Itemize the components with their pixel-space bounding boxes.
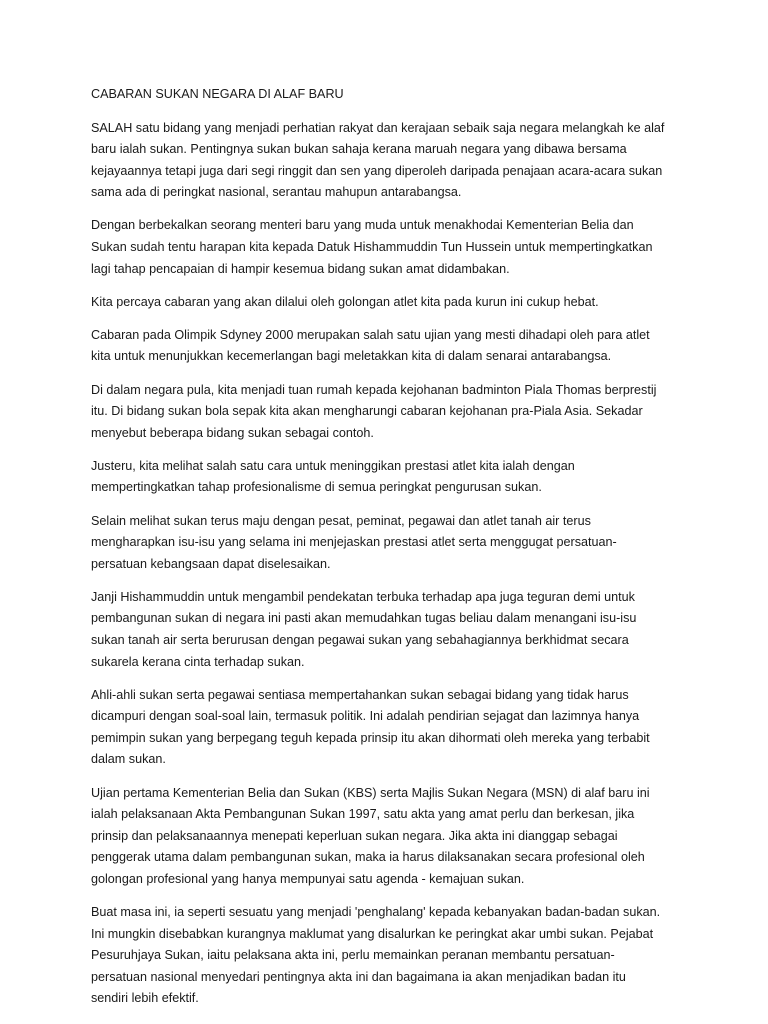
text-line: sukarela kerana cinta terhadap sukan. xyxy=(91,654,305,669)
text-line: lagi tahap pencapaian di hampir kesemua bidang sukan amat didambakan. xyxy=(91,261,510,276)
text-line: sendiri lebih efektif. xyxy=(91,991,199,1006)
text-line: Buat masa ini, ia seperti sesuatu yang menjadi 'penghalang' kepada kebanyakan badan-badan sukan. xyxy=(91,905,661,919)
text-line: ialah pelaksanaan Akta Pembangunan Sukan 1997, satu akta yang amat perlu dan berkesan, jika xyxy=(91,807,635,822)
text-line: Ahli-ahli sukan serta pegawai sentiasa mempertahankan sukan sebagai bidang yang tidak harus xyxy=(91,687,629,702)
text-line: mempertingkatkan tahap profesionalisme di semua peringkat pengurusan sukan. xyxy=(91,480,542,495)
paragraph-5 xyxy=(91,380,691,445)
text-line: Ujian pertama Kementerian Belia dan Sukan (KBS) serta Majlis Sukan Negara (MSN) di alaf baru ini xyxy=(91,785,650,800)
text-line: kejayaannya tetapi juga dari segi ringgit dan sen yang diperoleh daripada penajaan acara-acara sukan xyxy=(91,163,663,178)
paragraph-6 xyxy=(91,456,691,499)
paragraph-2 xyxy=(91,215,691,280)
text-line: golongan profesional yang hanya mempunyai satu agenda - kemajuan sukan. xyxy=(91,871,525,886)
text-line: Kita percaya cabaran yang akan dilalui oleh golongan atlet kita pada kurun ini cukup hebat. xyxy=(91,294,599,309)
paragraph-3 xyxy=(91,292,691,314)
text-line: pembangunan sukan di negara ini pasti akan memudahkan tugas beliau dalam menangani isu-isu xyxy=(91,611,637,626)
text-line: menyebut beberapa bidang sukan sebagai contoh. xyxy=(91,425,374,440)
paragraph-7 xyxy=(91,511,691,576)
text-line: dalam sukan. xyxy=(91,752,166,767)
text-line: penggerak utama dalam pembangunan sukan, maka ia harus dilaksanakan secara profesional oleh xyxy=(91,850,645,865)
paragraph-10 xyxy=(91,783,691,891)
text-line: baru ialah sukan. Pentingnya sukan bukan sahaja kerana maruah negara yang dibawa bersama xyxy=(91,142,627,157)
text-line: mengharapkan isu-isu yang selama ini menjejaskan prestasi atlet serta menggugat persatuan- xyxy=(91,535,617,550)
paragraph-4 xyxy=(91,325,691,368)
text-line: persatuan nasional menyedari pentingnya akta ini dan bagaimana ia akan menjadikan badan itu xyxy=(91,969,626,984)
text-line: prinsip dan pelaksanaannya menepati keperluan sukan negara. Jika akta ini dianggap sebagai xyxy=(91,828,618,843)
text-line: pemimpin sukan yang berpegang teguh kepada prinsip itu akan dihormati oleh mereka yang terbabit xyxy=(91,730,650,745)
text-line: Pesuruhjaya Sukan, iaitu pelaksana akta ini, perlu memainkan peranan membantu persatuan- xyxy=(91,948,615,963)
document-title: CABARAN SUKAN NEGARA DI ALAF BARU xyxy=(91,87,344,101)
text-line: sama ada di peringkat nasional, serantau mahupun antarabangsa. xyxy=(91,185,462,200)
text-line: SALAH satu bidang yang menjadi perhatian rakyat dan kerajaan sebaik saja negara melangkah ke alaf xyxy=(91,120,665,135)
paragraph-11 xyxy=(91,902,691,1010)
text-line: sukan tanah air serta berurusan dengan pegawai sukan yang sebahagiannya berkhidmat secara xyxy=(91,632,629,647)
text-line: kita untuk menunjukkan kecemerlangan bagi meletakkan kita di dalam senarai antarabangsa. xyxy=(91,349,612,364)
text-line: Justeru, kita melihat salah satu cara untuk meninggikan prestasi atlet kita ialah dengan xyxy=(91,458,575,473)
text-line: Janji Hishammuddin untuk mengambil pendekatan terbuka terhadap apa juga teguran demi untuk xyxy=(91,589,635,604)
paragraph-9 xyxy=(91,685,691,771)
text-line: itu. Di bidang sukan bola sepak kita akan mengharungi cabaran kejohanan pra-Piala Asia. Sekadar xyxy=(91,404,643,419)
text-line: Dengan berbekalkan seorang menteri baru yang muda untuk menakhodai Kementerian Belia dan xyxy=(91,218,634,233)
text-line: Di dalam negara pula, kita menjadi tuan rumah kepada kejohanan badminton Piala Thomas berprestij xyxy=(91,382,657,397)
text-line: Sukan sudah tentu harapan kita kepada Datuk Hishammuddin Tun Hussein untuk mempertingkatkan xyxy=(91,240,653,255)
text-line: Selain melihat sukan terus maju dengan pesat, peminat, pegawai dan atlet tanah air terus xyxy=(91,513,591,528)
text-line: Cabaran pada Olimpik Sdyney 2000 merupakan salah satu ujian yang mesti dihadapi oleh para atlet xyxy=(91,327,650,342)
document-page xyxy=(91,84,691,1021)
text-line: persatuan kebangsaan dapat diselesaikan. xyxy=(91,556,331,571)
paragraph-8 xyxy=(91,587,691,673)
text-line: Ini mungkin disebabkan kurangnya maklumat yang disalurkan ke peringkat akar umbi sukan. Pejabat xyxy=(91,926,654,941)
text-line: dicampuri dengan soal-soal lain, termasuk politik. Ini adalah pendirian sejagat dan lazimnya hanya xyxy=(91,709,640,724)
paragraph-1 xyxy=(91,118,691,204)
